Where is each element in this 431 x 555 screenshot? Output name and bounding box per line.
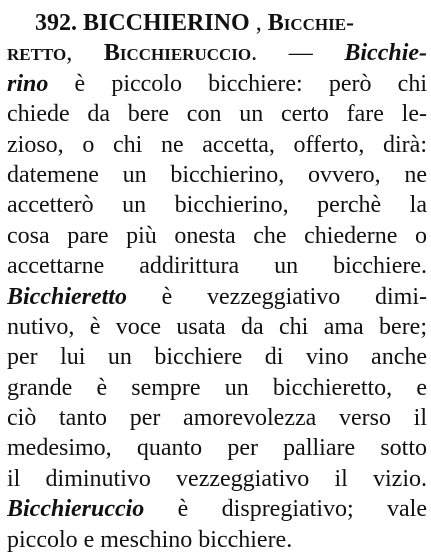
entry-text-line — [7, 494, 427, 524]
entry-text-line — [7, 312, 427, 342]
entry-text-line — [7, 130, 427, 160]
text-run: medesimo, quanto per palliare sotto — [7, 435, 427, 462]
text-run: il diminutivo vezzeggiativo il vizio. — [7, 465, 427, 492]
entry-heading-line — [7, 8, 427, 38]
text-run: . — — [251, 40, 345, 67]
entry-text-line — [7, 433, 427, 463]
entry-text-line — [7, 251, 427, 281]
entry-text-line — [7, 221, 427, 251]
entry-text-line — [7, 69, 427, 99]
entry-text-line — [7, 373, 427, 403]
entry-text-line — [7, 403, 427, 433]
entry-headword: BICCHIERINO — [83, 10, 250, 36]
text-run: è dispregiativo; vale — [144, 496, 427, 523]
text-run: grande è sempre un bicchieretto, e — [7, 374, 427, 401]
text-run: accetterò un bicchierino, perchè la — [7, 192, 427, 219]
text-run: per lui un bicchiere di vino anche — [7, 344, 427, 371]
italic-term: Bicchieruccio — [7, 496, 145, 523]
italic-term: rino — [7, 70, 49, 97]
entry-number: 392. — [35, 10, 83, 36]
variant-headword: Bicchie- — [267, 10, 355, 36]
text-run: accettarne addirittura un bicchiere. — [7, 253, 427, 280]
entry-text-line — [7, 464, 427, 494]
variant-headword: retto — [7, 40, 67, 67]
text-run: chiede da bere con un certo fare le- — [7, 101, 427, 128]
text-run: , — [66, 40, 104, 67]
dictionary-entry — [7, 8, 427, 555]
italic-term: Bicchie- — [344, 40, 427, 67]
entry-text-line — [7, 282, 427, 312]
variant-headword: Bicchieruccio — [103, 40, 252, 67]
entry-text-line — [7, 160, 427, 190]
text-run: è piccolo bicchiere: però chi — [48, 70, 427, 97]
entry-text-line — [7, 99, 427, 129]
text-run: , — [249, 10, 268, 36]
text-run: zioso, o chi ne accetta, offerto, dirà: — [7, 131, 427, 158]
entry-text-line — [7, 190, 427, 220]
text-run: piccolo e meschino bicchiere. — [7, 526, 293, 553]
text-run: cosa pare più onesta che chiederne o — [7, 222, 427, 249]
entry-text-line — [7, 38, 427, 68]
text-run: ciò tanto per amorevolezza verso il — [7, 405, 427, 432]
text-run: nutivo, è voce usata da chi ama bere; — [7, 313, 427, 340]
italic-term: Bicchieretto — [7, 283, 127, 310]
text-run: è vezzeggiativo dimi- — [126, 283, 427, 310]
entry-text-line — [7, 342, 427, 372]
text-run: datemene un bicchierino, ovvero, ne — [7, 161, 427, 188]
